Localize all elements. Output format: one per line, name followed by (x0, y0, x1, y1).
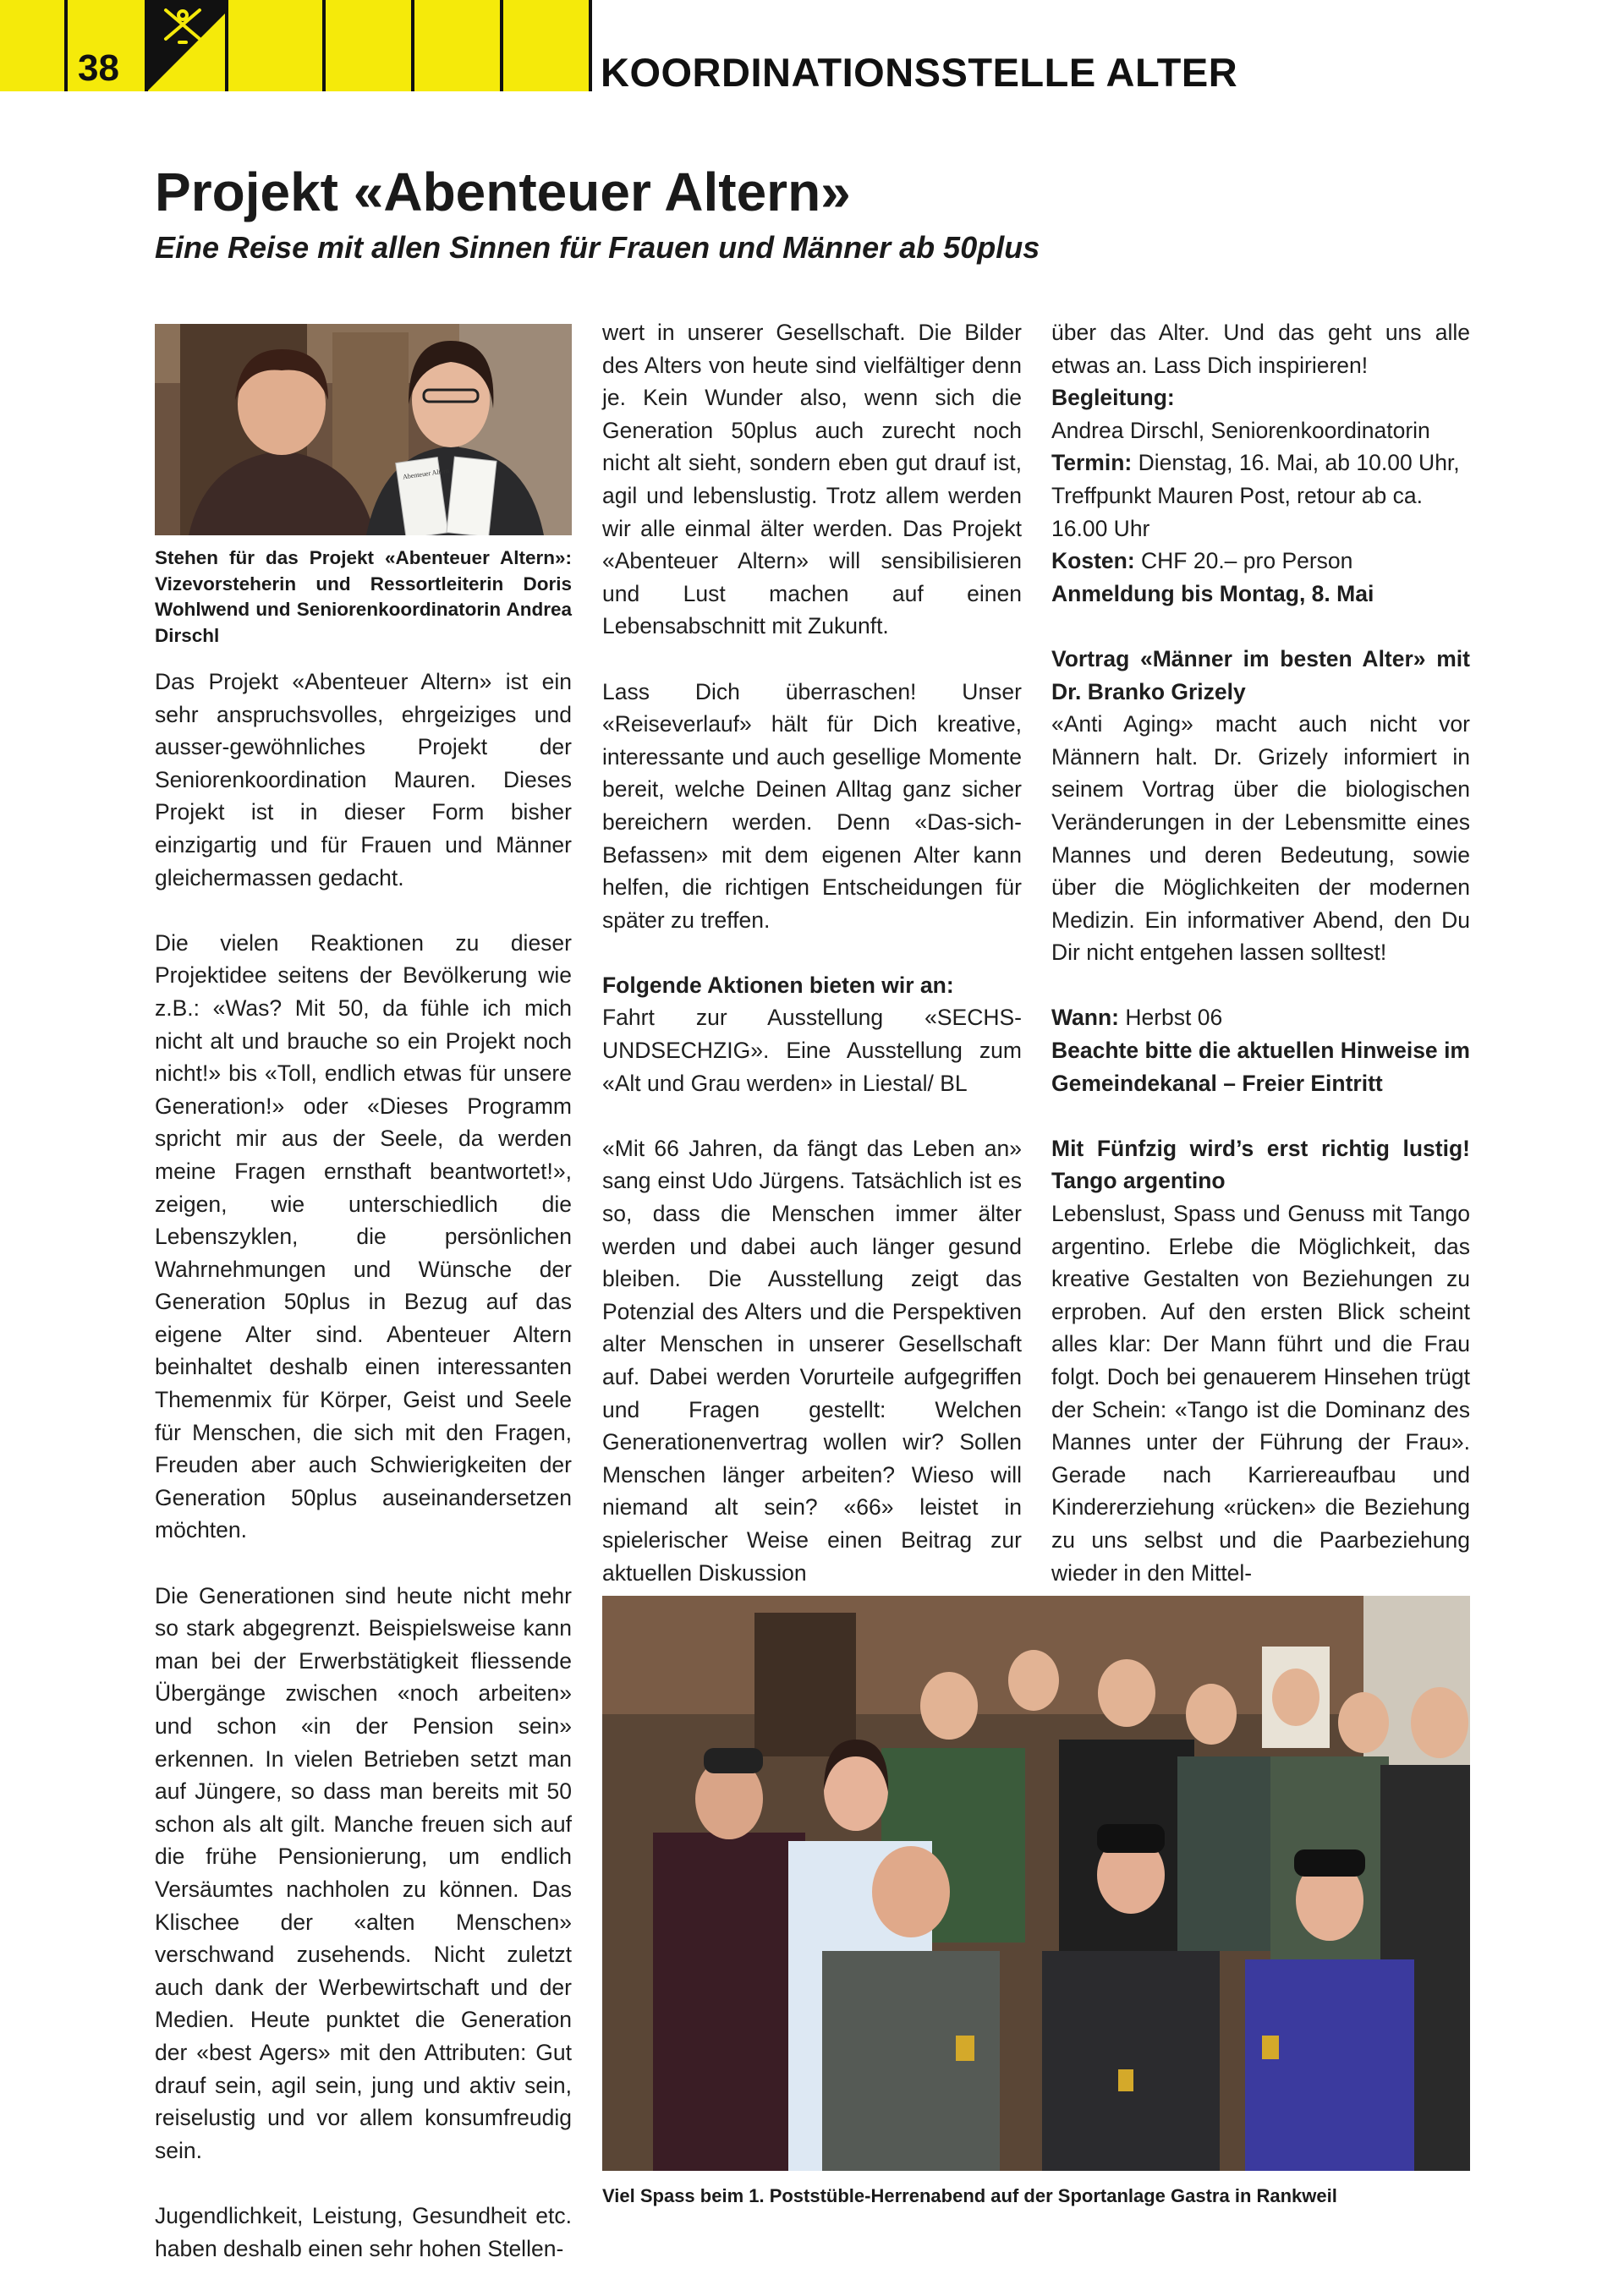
when-label: Wann: (1051, 1005, 1119, 1031)
photo-group-men (602, 1596, 1470, 2171)
photo-top-caption: Stehen für das Projekt «Abenteuer Altern»: Vizevorsteherin und Ressortleiterin Doris Wohlwend und Seniorenkoordinatorin Andrea Dirschl (155, 547, 572, 646)
when-value: Herbst 06 (1125, 1005, 1223, 1031)
escort-value: Andrea Dirschl, Seniorenkoordinatorin (1051, 417, 1430, 443)
header-band (0, 0, 592, 91)
band-divider (589, 0, 592, 91)
col2-paragraph: Lass Dich überraschen! Unser «Reiseverlauf» hält für Dich kreative, interessante und auch gesellige Momente bereit, welche Deinen Alltag ganz sicher bereichern werden. Denn «Das-sich-Befassen» mit dem eigenen Alter kann helfen, die richtigen Entscheidungen für später zu treffen. (602, 678, 1022, 933)
column-3 (1051, 316, 1470, 1589)
offers-heading: Folgende Aktionen bieten wir an: (602, 972, 954, 998)
tango-heading: Mit Fünfzig wird’s erst richtig lustig! Tango argentino (1051, 1135, 1470, 1194)
date-label: Termin: (1051, 450, 1133, 476)
page-number: 38 (78, 47, 119, 89)
municipal-crest-icon (147, 0, 227, 91)
band-divider (64, 0, 68, 91)
column-2 (602, 316, 1022, 1589)
talk-text: «Anti Aging» macht auch nicht vor Männern halt. Dr. Grizely informiert in seinem Vortrag über die biologischen Veränderungen in der Lebensmitte eines Mannes und deren Bedeutung, sowie über die Möglichkeiten der modernen Medizin. Ein informativer Abend, den Du Dir nicht entgehen lassen solltest! (1051, 711, 1470, 966)
col1-paragraph: Das Projekt «Abenteuer Altern» ist ein sehr anspruchsvolles, ehrgeiziges und ausser-gewöhnliches Projekt der Seniorenkoordination Mauren. Dieses Projekt ist in dieser Form bisher einzigartig und für Frauen und Männer gleichermassen gedacht. (155, 669, 572, 890)
col3-paragraph: über das Alter. Und das geht uns alle etwas an. Lass Dich inspirieren! (1051, 320, 1470, 378)
col1-paragraph: Jugendlichkeit, Leistung, Gesundheit etc. haben deshalb einen sehr hohen Stellen- (155, 2202, 572, 2261)
band-divider (322, 0, 326, 91)
cost-value: CHF 20.– pro Person (1141, 548, 1353, 574)
cost-line (1051, 545, 1470, 578)
photo-two-women (155, 324, 572, 535)
brochure-text: Abenteuer Altern (402, 466, 450, 481)
talk-heading: Vortrag «Männer im besten Alter» mit Dr. Branko Grizely (1051, 645, 1470, 704)
column-1 (155, 666, 572, 2265)
event-notice: Beachte bitte die aktuellen Hinweise im Gemeindekanal – Freier Eintritt (1051, 1038, 1470, 1096)
escort-label: Begleitung: (1051, 385, 1175, 411)
date-value: Dienstag, 16. Mai, ab 10.00 Uhr, Treffpunkt Mauren Post, retour ab ca. 16.00 Uhr (1051, 450, 1460, 541)
date-line (1051, 447, 1470, 545)
article-subtitle: Eine Reise mit allen Sinnen für Frauen und Männer ab 50plus (155, 230, 1040, 265)
section-title: KOORDINATIONSSTELLE ALTER (601, 50, 1238, 95)
col1-paragraph: Die Generationen sind heute nicht mehr so stark abgegrenzt. Beispielsweise kann man bei der Erwerbstätigkeit fliessende Übergänge zwischen «noch arbeiten» und schon «in der Pension sein» erkennen. In vielen Betrieben setzt man auf Jüngere, so dass man bereits mit 50 schon als alt gilt. Manche freuen sich auf die frühe Pensionierung, um endlich Versäumtes nachholen zu können. Das Klischee der «alten Menschen» verschwand zusehends. Nicht zuletzt auch dank der Werbewirtschaft und der Medien. Heute punktet die Generation der «best Agers» mit den Attributen: Gut drauf sein, agil sein, jung und aktiv sein, reiselustig und vor allem konsumfreudig sein. (155, 1582, 572, 2163)
registration-deadline: Anmeldung bis Montag, 8. Mai (1051, 580, 1374, 606)
band-divider (411, 0, 414, 91)
tango-text: Lebenslust, Spass und Genuss mit Tango argentino. Erlebe die Möglichkeit, das kreative Gestalten von Beziehungen zu erproben. Auf den ersten Blick scheint alles klar: Der Mann führt und die Frau folgt. Doch bei genauerem Hinsehen trügt der Schein: «Tango ist die Dominanz des Mannes unter der Führung der Frau». Gerade nach Karriereaufbau und Kindererziehung «rücken» die Beziehung zu uns selbst und die Paarbeziehung wieder in den Mittel- (1051, 1201, 1470, 1586)
when-line (1051, 1001, 1470, 1034)
col2-paragraph: «Mit 66 Jahren, da fängt das Leben an» sang einst Udo Jürgens. Tatsächlich ist es so, dass die Menschen immer älter werden und dabei auch länger gesund bleiben. Die Ausstellung zeigt das Potenzial des Alters und die Perspektiven alter Menschen in unserer Gesellschaft auf. Dabei werden Vorurteile aufgegriffen und Fragen gestellt: Welchen Generationenvertrag wollen wir? Sollen Menschen länger arbeiten? Wieso will niemand alt sein? «66» leistet in spielerischer Weise einen Beitrag zur aktuellen Diskussion (602, 1135, 1022, 1586)
article-title: Projekt «Abenteuer Altern» (155, 162, 851, 222)
photo-bottom-caption: Viel Spass beim 1. Poststüble-Herrenabend auf der Sportanlage Gastra in Rankweil (602, 2185, 1337, 2206)
col1-paragraph: Die vielen Reaktionen zu dieser Projektidee seitens der Bevölkerung wie z.B.: «Was? Mit 50, da fühle ich mich nicht alt und brauche so ein Projekt noch nicht!» bis «Toll, endlich etwas für unsere Generation!» oder «Dieses Programm spricht mir aus der Seele, da werden meine Fragen ernsthaft beantwortet!», zeigen, wie unterschiedlich die Lebenszyklen, die persönlichen Wahrnehmungen und Wünsche der Generation 50plus in Bezug auf das eigene Alter sind. Abenteuer Altern beinhaltet deshalb einen interessanten Themenmix für Körper, Geist und Seele für Menschen, die sich mit den Fragen, Freuden aber auch Schwierigkeiten der Generation 50plus auseinandersetzen möchten. (155, 929, 572, 1543)
band-divider (500, 0, 503, 91)
col2-paragraph: wert in unserer Gesellschaft. Die Bilder des Alters von heute sind vielfältiger denn je. Kein Wunder also, wenn sich die Generation 50plus auch zurecht noch nicht alt sieht, sondern eben gut drauf ist, agil und lebenslustig. Trotz allem werden wir alle einmal älter werden. Das Projekt «Abenteuer Altern» will sensibilisieren und Lust machen auf einen Lebensabschnitt mit Zukunft. (602, 320, 1022, 639)
offers-text: Fahrt zur Ausstellung «SECHS-UNDSECHZIG». Eine Ausstellung zum «Alt und Grau werden» in Liestal/ BL (602, 1005, 1022, 1096)
cost-label: Kosten: (1051, 548, 1135, 574)
